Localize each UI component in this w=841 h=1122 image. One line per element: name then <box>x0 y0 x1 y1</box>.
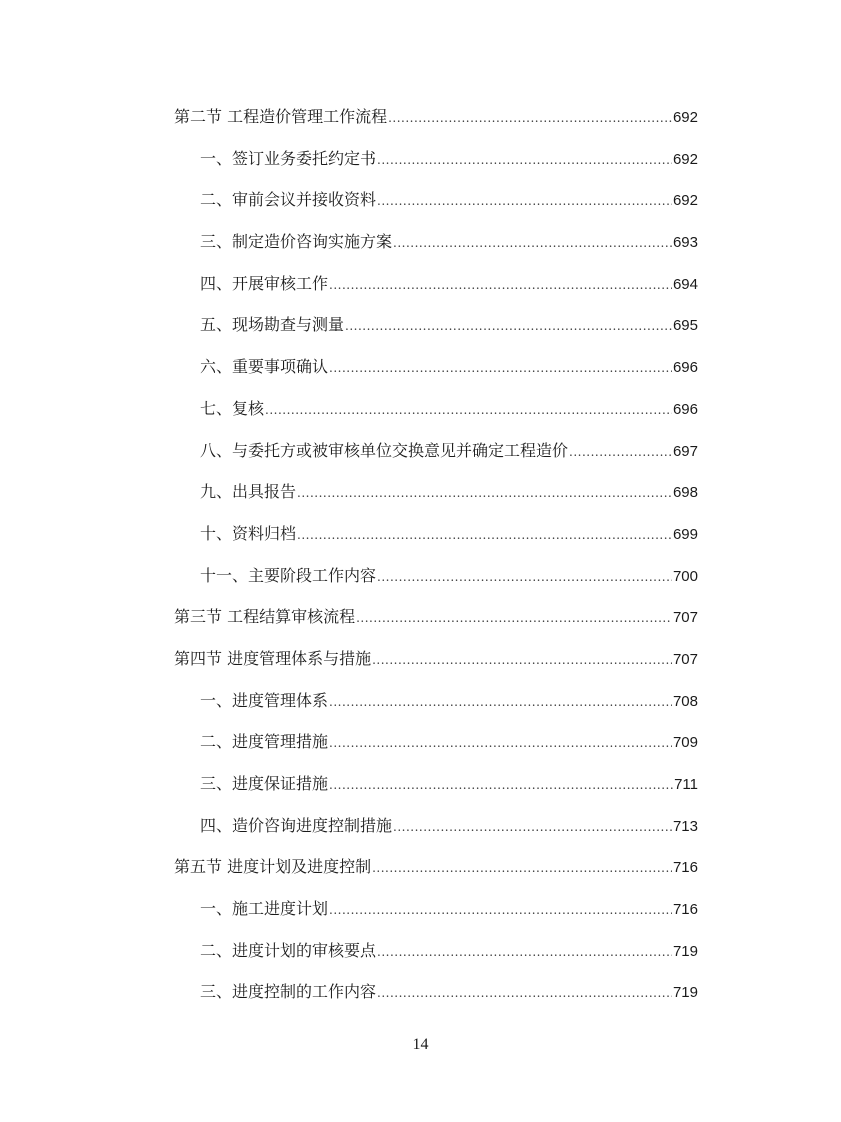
toc-entry-label: 第三节 工程结算审核流程 <box>174 607 356 627</box>
toc-leader-dots <box>388 96 672 140</box>
toc-leader-dots <box>393 805 672 849</box>
toc-leader-dots <box>377 930 672 974</box>
toc-entry-label: 十、资料归档 <box>200 523 297 543</box>
toc-entry-label: 一、签订业务委托约定书 <box>200 148 377 168</box>
toc-leader-dots <box>377 138 672 182</box>
toc-entry-label: 二、审前会议并接收资料 <box>200 190 377 210</box>
toc-entry[interactable] <box>174 680 698 722</box>
toc-leader-dots <box>265 388 672 432</box>
toc-entry-label: 三、进度保证措施 <box>200 774 329 793</box>
toc-entry[interactable] <box>174 888 698 930</box>
toc-leader-dots <box>329 721 672 765</box>
toc-leader-dots <box>329 680 672 724</box>
toc-entry-page: 707 <box>672 609 698 627</box>
toc-entry-page: 708 <box>672 692 698 710</box>
toc-entry-label: 第四节 进度管理体系与措施 <box>174 648 372 668</box>
toc-entry-label: 一、施工进度计划 <box>200 899 329 919</box>
toc-leader-dots <box>329 763 673 807</box>
toc-entry-label: 七、复核 <box>200 398 265 418</box>
toc-leader-dots <box>372 846 672 890</box>
toc-leader-dots <box>372 638 672 682</box>
toc-leader-dots <box>377 971 672 1015</box>
toc-entry-page: 716 <box>672 901 698 919</box>
toc-entry-page: 692 <box>672 150 698 168</box>
toc-entry-page: 696 <box>672 359 698 377</box>
toc-entry-label: 三、制定造价咨询实施方案 <box>200 232 393 252</box>
toc-entry-page: 693 <box>672 234 698 252</box>
toc-entry[interactable] <box>174 638 698 680</box>
toc-leader-dots <box>377 179 672 223</box>
toc-entry[interactable] <box>174 138 698 180</box>
toc-entry[interactable] <box>174 179 698 221</box>
toc-entry-label: 一、进度管理体系 <box>200 690 329 710</box>
toc-leader-dots <box>356 596 672 640</box>
toc-entry-page: 699 <box>672 525 698 543</box>
toc-leader-dots <box>393 221 672 265</box>
toc-entry[interactable] <box>174 596 698 638</box>
toc-entry[interactable] <box>174 971 698 1013</box>
toc-entry-page: 716 <box>672 859 698 877</box>
toc-leader-dots <box>297 513 672 557</box>
toc-leader-dots <box>569 430 672 474</box>
toc-entry[interactable] <box>174 304 698 346</box>
toc-entry-page: 707 <box>672 650 698 668</box>
toc-entry-page: 696 <box>672 400 698 418</box>
toc-entry-page: 719 <box>672 942 698 960</box>
toc-entry-page: 697 <box>672 442 698 460</box>
toc-entry[interactable] <box>174 846 698 888</box>
toc-entry-label: 第二节 工程造价管理工作流程 <box>174 107 388 126</box>
toc-entry[interactable] <box>174 263 698 305</box>
toc-entry[interactable] <box>174 388 698 430</box>
toc-entry-page: 692 <box>672 109 698 126</box>
page-number: 14 <box>412 1036 429 1053</box>
toc-entry[interactable] <box>174 513 698 555</box>
toc-entry-page: 700 <box>672 567 698 585</box>
toc-entry-label: 二、进度管理措施 <box>200 732 329 752</box>
toc-leader-dots <box>345 304 672 348</box>
toc-leader-dots <box>377 555 672 599</box>
toc-entry-label: 六、重要事项确认 <box>200 357 329 377</box>
toc-entry[interactable] <box>174 96 698 138</box>
toc-entry-page: 694 <box>672 275 698 293</box>
toc-entry-page: 711 <box>674 776 698 793</box>
toc-entry[interactable] <box>174 805 698 847</box>
toc-entry[interactable] <box>174 555 698 597</box>
toc-entry[interactable] <box>174 471 698 513</box>
toc-entry-label: 二、进度计划的审核要点 <box>200 940 377 960</box>
toc-entry[interactable] <box>174 721 698 763</box>
toc-entry[interactable] <box>174 763 698 805</box>
toc-entry-label: 十一、主要阶段工作内容 <box>200 565 377 585</box>
toc-entry-page: 719 <box>672 984 698 1002</box>
toc-entry[interactable] <box>174 930 698 972</box>
toc-entry-page: 695 <box>672 317 698 335</box>
toc-leader-dots <box>329 346 672 390</box>
toc-leader-dots <box>329 888 672 932</box>
table-of-contents <box>174 96 698 1013</box>
toc-entry-page: 698 <box>672 484 698 502</box>
toc-leader-dots <box>297 471 672 515</box>
toc-entry[interactable] <box>174 346 698 388</box>
toc-entry-page: 709 <box>672 734 698 752</box>
toc-entry-label: 四、开展审核工作 <box>200 273 329 293</box>
toc-entry-label: 五、现场勘查与测量 <box>200 315 345 335</box>
toc-entry-label: 第五节 进度计划及进度控制 <box>174 857 372 877</box>
toc-entry-page: 713 <box>672 817 698 835</box>
toc-entry[interactable] <box>174 221 698 263</box>
toc-entry-label: 八、与委托方或被审核单位交换意见并确定工程造价 <box>200 440 569 460</box>
toc-entry-label: 三、进度控制的工作内容 <box>200 982 377 1002</box>
toc-entry-page: 692 <box>672 192 698 210</box>
toc-entry-label: 四、造价咨询进度控制措施 <box>200 815 393 835</box>
toc-leader-dots <box>329 263 672 307</box>
toc-entry[interactable] <box>174 430 698 472</box>
toc-entry-label: 九、出具报告 <box>200 482 297 502</box>
